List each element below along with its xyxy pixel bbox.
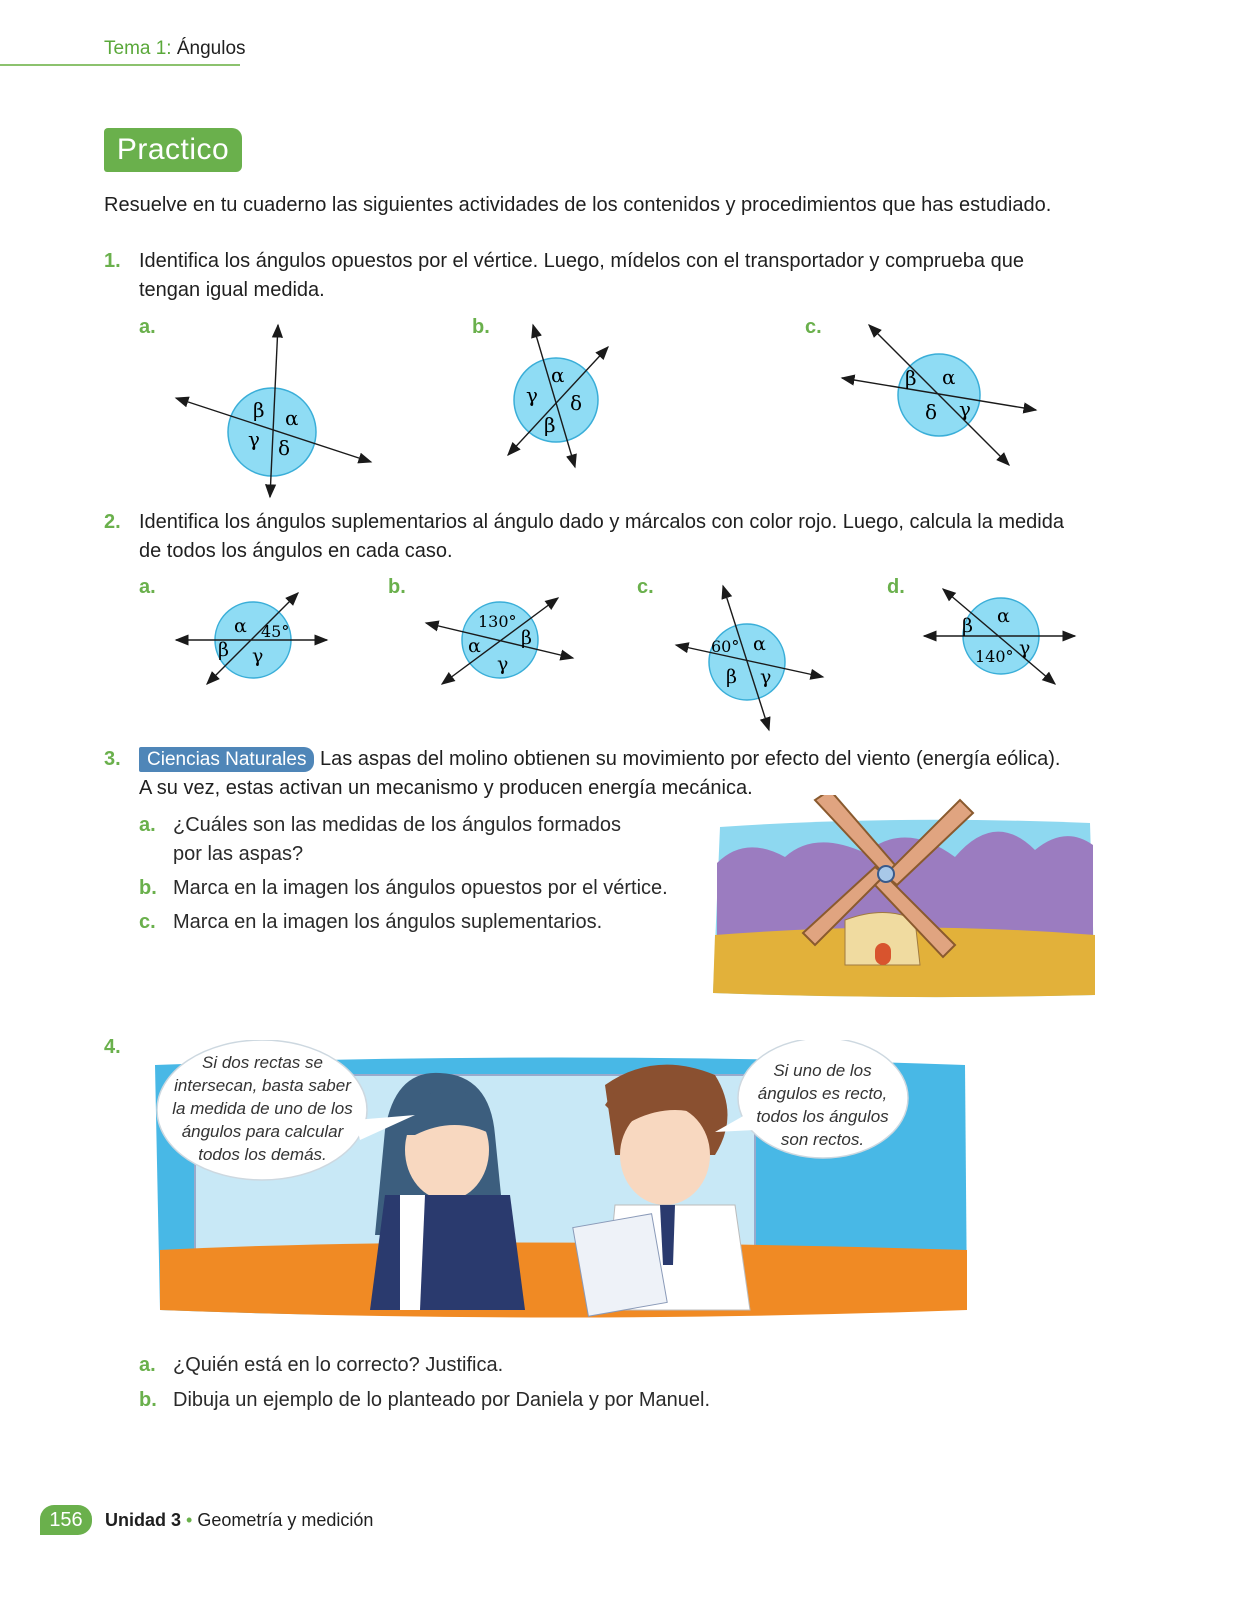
bubble-line: Si dos rectas se: [202, 1053, 323, 1072]
question-text-line2: de todos los ángulos en cada caso.: [139, 540, 453, 562]
angle-delta: δ: [570, 391, 583, 415]
header-tema: Tema 1:: [104, 38, 172, 59]
angle-beta: β: [905, 366, 917, 390]
diagram-1b: [508, 325, 608, 467]
label-2c: c.: [637, 576, 654, 598]
angle-gamma: γ: [1019, 637, 1031, 659]
item-letter: b.: [139, 1389, 157, 1411]
footer-unit: [105, 1510, 373, 1531]
header-title: Ángulos: [176, 38, 246, 59]
diagram-1a: [176, 325, 371, 497]
angle-gamma: γ: [959, 397, 971, 421]
item-text: Marca en la imagen los ángulos suplementarios.: [173, 911, 603, 933]
angle-beta: β: [218, 639, 229, 661]
diagram-2c: [676, 586, 823, 730]
practico-badge: Practico: [104, 128, 242, 172]
bubble-line: todos los ángulos: [756, 1107, 889, 1126]
label-2a: a.: [139, 576, 156, 598]
question-number: 2.: [104, 511, 121, 533]
angle-gamma: γ: [526, 383, 538, 407]
diagram-1c: [842, 325, 1036, 465]
label-1b: b.: [472, 316, 490, 338]
question-2: [104, 508, 1114, 568]
bubble-line: Si uno de los: [773, 1061, 872, 1080]
angle-delta: δ: [925, 400, 938, 424]
bubble-line: todos los demás.: [198, 1145, 327, 1164]
question-text-line2: tengan igual medida.: [139, 279, 325, 301]
question-number: 1.: [104, 250, 121, 272]
unit-topic: Geometría y medición: [197, 1510, 374, 1530]
item-text-line2: por las aspas?: [173, 843, 304, 865]
item-letter: c.: [139, 911, 156, 933]
label-1a: a.: [139, 316, 156, 338]
question-text-line1: Identifica los ángulos opuestos por el vértice. Luego, mídelos con el transportador y comprueba que: [139, 250, 1024, 272]
speech-bubble-left: [160, 1051, 365, 1166]
separator-dot: •: [186, 1510, 193, 1530]
angle-alpha: α: [468, 635, 481, 657]
angle-alpha: α: [753, 633, 766, 655]
label-1c: c.: [805, 316, 822, 338]
bubble-line: ángulos es recto,: [757, 1084, 888, 1103]
item-text-line1: ¿Cuáles son las medidas de los ángulos formados: [173, 814, 622, 836]
question-text: Las aspas del molino obtienen su movimiento por efecto del viento (energía eólica).: [320, 748, 1061, 770]
given-angle: 140°: [975, 647, 1014, 666]
question-text-line1: Identifica los ángulos suplementarios al ángulo dado y márcalos con color rojo. Luego, calcula la medida: [139, 511, 1064, 533]
given-angle: 60°: [711, 637, 740, 656]
bubble-line: la medida de uno de los: [172, 1099, 353, 1118]
question-text-line2: A su vez, estas activan un mecanismo y producen energía mecánica.: [139, 777, 753, 799]
item-letter: a.: [139, 814, 156, 836]
angle-beta: β: [962, 615, 973, 637]
bubble-line: ángulos para calcular: [181, 1122, 344, 1141]
question-4-items: [139, 1351, 939, 1421]
diagram-2b: [426, 598, 573, 684]
given-angle: 130°: [478, 612, 517, 631]
diagram-2d: [924, 589, 1075, 684]
angle-gamma: γ: [497, 653, 509, 675]
angle-alpha: α: [234, 615, 247, 637]
question-3-items: [139, 811, 699, 941]
question-number: 4.: [104, 1036, 121, 1058]
bubble-line: son rectos.: [780, 1130, 865, 1149]
angle-alpha: α: [285, 406, 299, 430]
question-text-line1: [139, 745, 1060, 774]
item-letter: b.: [139, 877, 157, 899]
angle-beta: β: [253, 398, 265, 422]
angle-alpha: α: [942, 365, 956, 389]
bubble-line: intersecan, basta saber: [174, 1076, 351, 1095]
angle-gamma: γ: [248, 427, 260, 451]
item-text: ¿Quién está en lo correcto? Justifica.: [173, 1354, 504, 1376]
item-text: Dibuja un ejemplo de lo planteado por Daniela y por Manuel.: [173, 1389, 711, 1411]
item-text: Marca en la imagen los ángulos opuestos por el vértice.: [173, 877, 668, 899]
intro-text: Resuelve en tu cuaderno las siguientes actividades de los contenidos y procedimientos que has estudiado.: [104, 194, 1052, 216]
windmill-illustration: [705, 795, 1100, 1000]
page-number: 156: [40, 1505, 92, 1535]
angle-gamma: γ: [252, 645, 264, 667]
unit-label: Unidad 3: [105, 1510, 182, 1530]
angle-alpha: α: [551, 363, 565, 387]
angle-alpha: α: [997, 605, 1010, 627]
angle-beta: β: [544, 413, 556, 437]
subject-tag: Ciencias Naturales: [139, 747, 314, 772]
angle-beta: β: [521, 627, 532, 649]
diagram-2a: [176, 593, 327, 684]
speech-bubble-right: [745, 1059, 900, 1151]
angle-beta: β: [726, 666, 737, 688]
label-2b: b.: [388, 576, 406, 598]
label-2d: d.: [887, 576, 905, 598]
given-angle: 45°: [261, 622, 290, 641]
angle-delta: δ: [278, 436, 291, 460]
item-letter: a.: [139, 1354, 156, 1376]
question-number: 3.: [104, 748, 121, 770]
angle-gamma: γ: [760, 666, 772, 688]
